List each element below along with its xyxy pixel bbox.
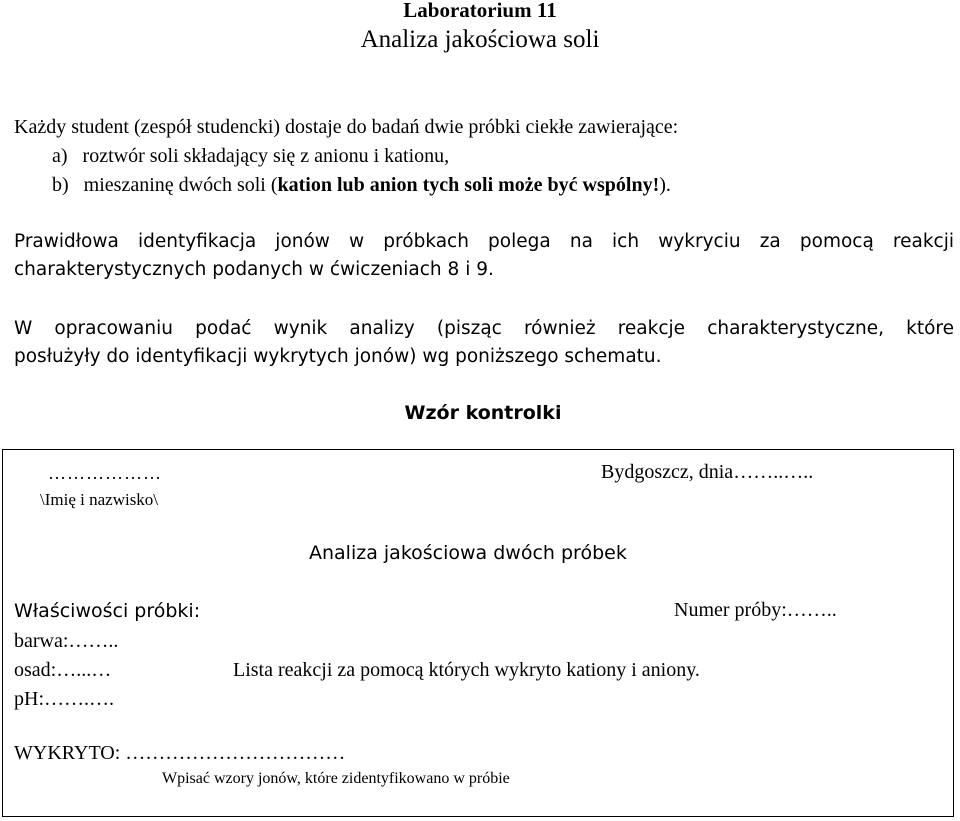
city-date: Bydgoszcz, dnia……..…..: [601, 461, 814, 483]
list-item-emphasis: kation lub anion tych soli może być wspólny!: [277, 174, 660, 196]
paragraph-identification-line2: charakterystycznych podanych w ćwiczeniach 8 i 9.: [14, 259, 494, 280]
list-item-tail: ).: [659, 174, 671, 196]
ph-field: pH:…….….: [14, 688, 114, 710]
intro-lead: Każdy student (zespół studencki) dostaje do badań dwie próbki ciekłe zawierające:: [14, 116, 679, 138]
sample-number: Numer próby:……..: [674, 599, 837, 621]
list-item: [52, 145, 449, 168]
detected-field: WYKRYTO: ……………………………: [14, 742, 346, 764]
paragraph-report-line2: posłużyły do identyfikacji wykrytych jonów) wg poniższego schematu.: [14, 346, 662, 367]
list-marker: b): [52, 174, 69, 196]
sediment-field: osad:…...…: [14, 659, 112, 681]
sample-properties-label: Właściwości próbki:: [14, 600, 201, 622]
color-field: barwa:……..: [14, 630, 119, 652]
reactions-note: Lista reakcji za pomocą których wykryto kationy i aniony.: [233, 659, 700, 681]
paragraph-report-line1: W opracowaniu podać wynik analizy (pisząc również reakcje charakterystyczne, które: [14, 318, 954, 339]
paragraph-identification-line1: Prawidłowa identyfikacja jonów w próbkach polega na ich wykryciu za pomocą reakcji: [14, 231, 954, 252]
name-caption: \Imię i nazwisko\: [40, 490, 159, 509]
detected-note: Wpisać wzory jonów, które zidentyfikowano w próbie: [162, 770, 510, 787]
page-title: Analiza jakościowa soli: [360, 26, 600, 53]
list-item-text: mieszaninę dwóch soli (: [83, 174, 278, 196]
lab-number: Laboratorium 11: [403, 0, 557, 22]
list-marker: a): [52, 145, 68, 167]
name-dots: ………………: [48, 463, 162, 483]
list-item: [52, 174, 671, 197]
list-item-text: roztwór soli składający się z anionu i kationu,: [82, 145, 450, 167]
form-heading: Wzór kontrolki: [404, 402, 562, 424]
analysis-title: Analiza jakościowa dwóch próbek: [309, 542, 627, 564]
